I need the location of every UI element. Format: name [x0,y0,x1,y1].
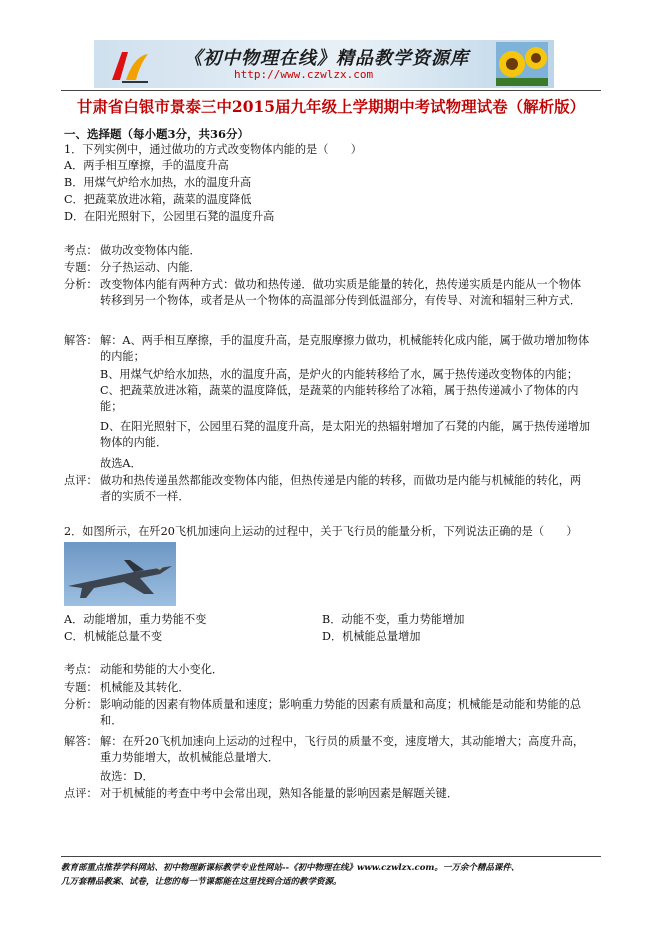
q1-jieda-a: 解：A、两手相互摩擦，手的温度升高，是克服摩擦力做功，机械能转化成内能，属于做功增加物体的内能； [100,334,590,363]
q2-zhuanti: 机械能及其转化． [100,681,190,694]
sunflower-icon [496,42,548,86]
q1-dianping: 做功和热传递虽然都能改变物体内能，但热传递是内能的转移，而做功是内能与机械能的转化，两者的实质不一样． [100,474,582,503]
q2-jieda: 解：在歼20飞机加速向上运动的过程中，飞行员的质量不变，速度增大，其动能增大；高度升高，重力势能增大，故机械能总量增大． [100,735,585,764]
q2-answer: 故选：D． [100,770,154,783]
q2-kaodian-label: 考点： [64,663,98,676]
footer-rule [61,856,601,857]
q2-option-c: C．机械能总量不变 [64,630,163,643]
q1-kaodian-label: 考点： [64,244,98,257]
banner-url[interactable]: http://www.czwlzx.com [234,68,374,81]
banner-title: 《初中物理在线》精品教学资源库 [184,48,469,69]
document-title: 甘肃省白银市景泰三中2015届九年级上学期期中考试物理试卷（解析版） [76,97,586,116]
q1-option-d: D．在阳光照射下，公园里石凳的温度升高 [64,210,275,223]
section-heading: 一、选择题（每小题3分，共36分） [64,127,250,141]
q2-stem: 2．如图所示，在歼20飞机加速向上运动的过程中，关于飞行员的能量分析，下列说法正确的是（ ） [64,525,578,538]
q1-answer: 故选A． [100,457,142,470]
q1-option-c: C．把蔬菜放进冰箱，蔬菜的温度降低 [64,193,252,206]
q1-stem: 1．下列实例中，通过做功的方式改变物体内能的是（ ） [64,143,362,156]
q2-kaodian: 动能和势能的大小变化． [100,663,224,676]
q1-fenxi-label: 分析： [64,278,98,291]
q1-zhuanti-label: 专题： [64,261,98,274]
q2-option-d: D．机械能总量增加 [322,630,421,643]
q1-zhuanti: 分子热运动、内能． [100,261,201,274]
q1-option-a: A．两手相互摩擦，手的温度升高 [64,159,229,172]
q1-dianping-label: 点评： [64,474,98,487]
page-footer [61,861,601,889]
q2-fenxi: 影响动能的因素有物体质量和速度；影响重力势能的因素有质量和高度；机械能是动能和势能的总和． [100,698,582,727]
q1-jieda-label: 解答： [64,334,98,347]
q2-jieda-label: 解答： [64,735,98,748]
q2-fenxi-label: 分析： [64,698,98,711]
header-banner [94,40,554,88]
q1-jieda-d: D、在阳光照射下，公园里石凳的温度升高，是太阳光的热辐射增加了石凳的内能，属于热传递增加物体的内能． [100,420,591,449]
q2-option-a: A．动能增加，重力势能不变 [64,613,207,626]
q2-dianping: 对于机械能的考查中考中会常出现，熟知各能量的影响因素是解题关键． [100,787,459,800]
header-rule [61,90,601,91]
q1-kaodian: 做功改变物体内能． [100,244,201,257]
q1-jieda-c: C、把蔬菜放进冰箱，蔬菜的温度降低，是蔬菜的内能转移给了冰箱，属于热传递减小了物体的内能； [100,384,579,413]
q2-dianping-label: 点评： [64,787,98,800]
q2-option-b: B．动能不变，重力势能增加 [322,613,465,626]
site-logo-icon [108,46,152,84]
fighter-jet-image [64,542,176,606]
fighter-jet-icon [64,542,176,606]
footer-line-1: 教育部重点推荐学科网站、初中物理新课标教学专业性网站--《初中物理在线》www.czwlzx.com。一万余个精品课件、 [61,863,520,873]
q1-fenxi: 改变物体内能有两种方式：做功和热传递．做功实质是能量的转化，热传递实质是内能从一个物体转移到另一个物体，或者是从一个物体的高温部分传到低温部分，有传导、对流和辐射三种方式． [100,278,582,307]
q2-zhuanti-label: 专题： [64,681,98,694]
q1-jieda-b: B、用煤气炉给水加热，水的温度升高，是炉火的内能转移给了水，属于热传递改变物体的内能； [100,368,579,381]
footer-line-2: 几万套精品教案、试卷，让您的每一节课都能在这里找到合适的教学资源。 [61,877,342,887]
q1-option-b: B．用煤气炉给水加热，水的温度升高 [64,176,252,189]
